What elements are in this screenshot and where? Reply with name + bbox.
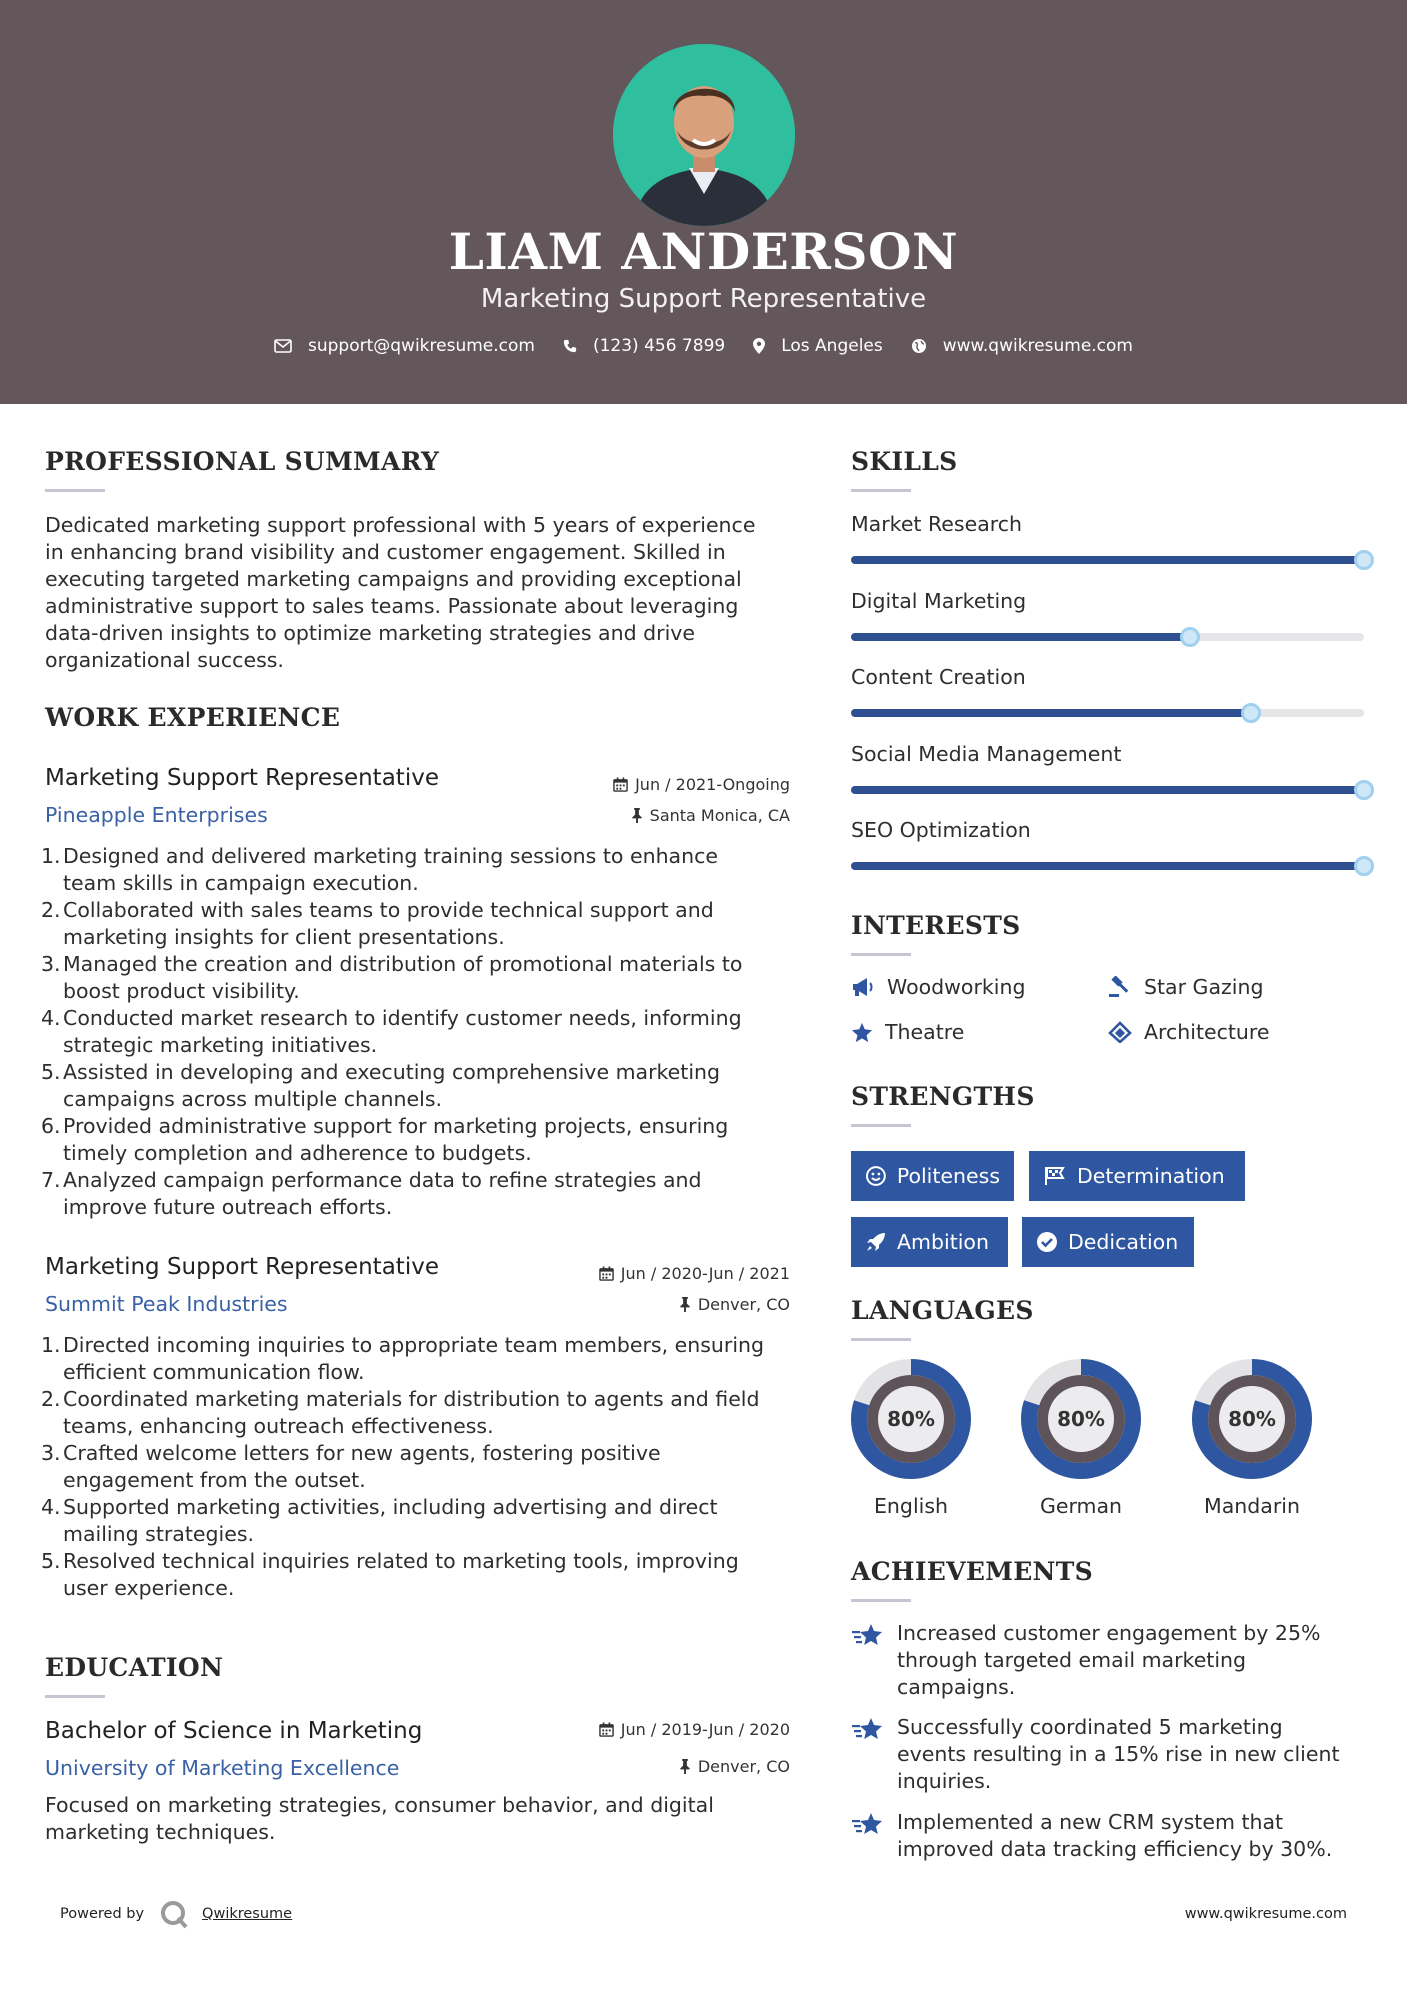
achievements-heading: ACHIEVEMENTS	[851, 1557, 1093, 1586]
language-label: English	[873, 1494, 949, 1518]
list-item	[41, 951, 795, 1005]
list-number: 2.	[41, 1387, 61, 1411]
list-item	[41, 1440, 805, 1494]
list-line: campaigns across multiple channels.	[63, 1087, 443, 1111]
list-line: marketing insights for client presentations.	[63, 925, 505, 949]
job-location	[560, 1295, 790, 1314]
calendar-icon	[599, 1722, 614, 1737]
achievement-item	[851, 1620, 1351, 1701]
star-badge-icon	[851, 1716, 885, 1744]
achievement-line: Successfully coordinated 5 marketing	[897, 1715, 1283, 1739]
list-line: Resolved technical inquiries related to marketing tools, improving	[63, 1549, 739, 1573]
strength-badge	[851, 1151, 1014, 1201]
list-line: Designed and delivered marketing training sessions to enhance	[63, 844, 718, 868]
list-line: teams, enhancing outreach effectiveness.	[63, 1414, 494, 1438]
list-number: 5.	[41, 1060, 61, 1084]
list-number: 3.	[41, 952, 61, 976]
list-number: 3.	[41, 1441, 61, 1465]
strengths-heading: STRENGTHS	[851, 1082, 1035, 1111]
list-item	[41, 1494, 805, 1548]
achievement-line: events resulting in a 15% rise in new client	[897, 1742, 1340, 1766]
education-divider	[45, 1695, 105, 1698]
list-number: 5.	[41, 1549, 61, 1573]
contact-website-text: www.qwikresume.com	[942, 336, 1133, 356]
ruler-pencil-icon	[1108, 1021, 1132, 1043]
list-line: Collaborated with sales teams to provide technical support and	[63, 898, 714, 922]
summary-heading: PROFESSIONAL SUMMARY	[45, 447, 440, 476]
qwikresume-link[interactable]: Qwikresume	[202, 1906, 293, 1922]
star-icon	[851, 1022, 873, 1043]
list-item	[41, 1059, 795, 1113]
job-title: Marketing Support Representative	[45, 765, 439, 791]
education-heading: EDUCATION	[45, 1653, 224, 1682]
summary-text	[45, 512, 785, 674]
strength-badge	[1029, 1151, 1245, 1201]
summary-line: executing targeted marketing campaigns and providing exceptional	[45, 567, 742, 591]
skill-label: SEO Optimization	[851, 818, 1031, 842]
achievement-line: through targeted email marketing	[897, 1648, 1247, 1672]
education-description	[45, 1792, 805, 1846]
interest-item	[1108, 975, 1263, 999]
contact-website[interactable]	[911, 336, 1133, 356]
education-location-text: Denver, CO	[697, 1757, 790, 1776]
list-item	[41, 1167, 795, 1221]
list-line: Crafted welcome letters for new agents, fostering positive	[63, 1441, 661, 1465]
list-number: 6.	[41, 1114, 61, 1138]
strength-label: Politeness	[896, 1164, 1000, 1188]
education-location	[560, 1757, 790, 1776]
strength-badge	[1022, 1217, 1194, 1267]
achievement-text	[897, 1809, 1332, 1863]
summary-line: Dedicated marketing support professional with 5 years of experience	[45, 513, 756, 537]
footer-website[interactable]: www.qwikresume.com	[1184, 1906, 1347, 1922]
education-date-text: Jun / 2019-Jun / 2020	[620, 1720, 790, 1739]
list-item	[41, 897, 795, 951]
flag-icon	[1043, 1166, 1067, 1186]
phone-icon	[563, 339, 577, 353]
list-number: 4.	[41, 1495, 61, 1519]
skill-bar-track	[851, 556, 1364, 564]
list-line: timely completion and adherence to budgets.	[63, 1141, 532, 1165]
skill-bar-fill	[851, 633, 1190, 641]
job-date-text: Jun / 2021-Ongoing	[635, 775, 790, 794]
thumbtack-icon	[679, 1297, 691, 1312]
list-number: 1.	[41, 1333, 61, 1357]
job-date	[560, 1264, 790, 1283]
list-line: Managed the creation and distribution of promotional materials to	[63, 952, 743, 976]
list-number: 1.	[41, 844, 61, 868]
list-line: strategic marketing initiatives.	[63, 1033, 378, 1057]
list-line: Assisted in developing and executing comprehensive marketing	[63, 1060, 721, 1084]
interest-item	[851, 975, 1025, 999]
list-number: 2.	[41, 898, 61, 922]
list-line: Supported marketing activities, including advertising and direct	[63, 1495, 718, 1519]
job-company: Pineapple Enterprises	[45, 803, 268, 827]
list-line: Conducted market research to identify customer needs, informing	[63, 1006, 742, 1030]
interest-label: Architecture	[1144, 1020, 1270, 1044]
skill-bar-fill	[851, 556, 1364, 564]
footer-branding	[60, 1898, 292, 1930]
achievement-line: Implemented a new CRM system that	[897, 1810, 1284, 1834]
skill-bar-fill	[851, 862, 1364, 870]
qwikresume-logo-icon	[158, 1898, 190, 1930]
map-pin-icon	[753, 338, 765, 354]
interests-heading: INTERESTS	[851, 911, 1021, 940]
list-item	[41, 843, 795, 897]
skill-bar-track	[851, 862, 1364, 870]
summary-line: in enhancing brand visibility and customer engagement. Skilled in	[45, 540, 726, 564]
calendar-icon	[599, 1266, 614, 1281]
job-title: Marketing Support Representative	[45, 1254, 439, 1280]
list-line: efficient communication flow.	[63, 1360, 365, 1384]
skill-bar-knob	[1180, 627, 1200, 647]
summary-line: organizational success.	[45, 648, 284, 672]
achievement-line: inquiries.	[897, 1769, 992, 1793]
list-line: Provided administrative support for marketing projects, ensuring	[63, 1114, 729, 1138]
skill-label: Digital Marketing	[851, 588, 1027, 613]
interest-item	[1108, 1020, 1270, 1044]
megaphone-icon	[851, 977, 875, 997]
contact-email[interactable]	[274, 336, 535, 356]
school-name: University of Marketing Excellence	[45, 1756, 400, 1780]
job-duties-list	[41, 843, 795, 1221]
interest-item	[851, 1020, 964, 1044]
globe-icon	[911, 338, 927, 354]
list-line: user experience.	[63, 1576, 235, 1600]
skill-label: Market Research	[851, 512, 1023, 536]
contact-phone-text: (123) 456 7899	[592, 336, 726, 356]
skill-bar-knob	[1241, 703, 1261, 723]
resume-header	[0, 0, 1407, 404]
language-label: German	[1039, 1494, 1123, 1518]
person-portrait-icon	[613, 44, 795, 226]
list-line: Coordinated marketing materials for distribution to agents and field	[63, 1387, 760, 1411]
achievement-item	[851, 1714, 1351, 1795]
languages-heading: LANGUAGES	[851, 1296, 1034, 1325]
languages-divider	[851, 1338, 911, 1341]
skill-bar-track	[851, 633, 1364, 641]
interest-label: Star Gazing	[1144, 975, 1264, 999]
job-location-text: Santa Monica, CA	[649, 806, 790, 825]
degree-title: Bachelor of Science in Marketing	[45, 1718, 423, 1744]
list-item	[41, 1332, 805, 1386]
language-ring	[1016, 1354, 1146, 1484]
calendar-icon	[613, 777, 628, 792]
list-line: team skills in campaign execution.	[63, 871, 419, 895]
check-circle-icon	[1036, 1231, 1058, 1253]
education-date	[560, 1720, 790, 1739]
strength-label: Ambition	[897, 1230, 989, 1254]
language-percent: 80%	[1057, 1407, 1105, 1431]
education-line: Focused on marketing strategies, consumer behavior, and digital	[45, 1793, 714, 1817]
summary-line: administrative support to sales teams. Passionate about leveraging	[45, 594, 739, 618]
skill-bar-track	[851, 709, 1364, 717]
strength-label: Determination	[1077, 1164, 1225, 1188]
skill-bar-fill	[851, 709, 1251, 717]
envelope-icon	[274, 339, 292, 353]
interest-label: Woodworking	[887, 975, 1026, 999]
thumbtack-icon	[631, 808, 643, 823]
language-label: Mandarin	[1204, 1494, 1300, 1518]
job-company: Summit Peak Industries	[45, 1292, 288, 1316]
list-line: engagement from the outset.	[63, 1468, 366, 1492]
list-number: 7.	[41, 1168, 61, 1192]
language-ring	[846, 1354, 976, 1484]
star-badge-icon	[851, 1622, 885, 1650]
strength-label: Dedication	[1068, 1230, 1179, 1254]
list-item	[41, 1548, 805, 1602]
contact-location-text: Los Angeles	[781, 336, 883, 356]
contact-phone[interactable]	[563, 336, 725, 356]
profile-photo	[613, 44, 795, 226]
contact-email-text: support@qwikresume.com	[308, 336, 535, 356]
skill-bar-fill	[851, 786, 1364, 794]
achievement-line: improved data tracking efficiency by 30%.	[897, 1837, 1333, 1861]
achievement-text	[897, 1714, 1340, 1795]
skill-bar-knob	[1354, 856, 1374, 876]
candidate-title: Marketing Support Representative	[480, 284, 927, 314]
list-item	[41, 1386, 805, 1440]
strengths-divider	[851, 1124, 911, 1127]
summary-divider	[45, 489, 105, 492]
interest-label: Theatre	[885, 1020, 965, 1044]
job-location	[560, 806, 790, 825]
work-heading: WORK EXPERIENCE	[45, 703, 341, 732]
job-duties-list	[41, 1332, 805, 1602]
strength-badge	[851, 1217, 1008, 1267]
list-line: boost product visibility.	[63, 979, 300, 1003]
candidate-name: LIAM ANDERSON	[448, 222, 959, 281]
rocket-icon	[865, 1231, 887, 1253]
job-date	[560, 775, 790, 794]
list-line: improve future outreach efforts.	[63, 1195, 393, 1219]
list-line: Analyzed campaign performance data to refine strategies and	[63, 1168, 702, 1192]
language-percent: 80%	[1228, 1407, 1276, 1431]
smile-icon	[865, 1165, 887, 1187]
education-line: marketing techniques.	[45, 1820, 276, 1844]
list-item	[41, 1005, 795, 1059]
list-item	[41, 1113, 795, 1167]
language-ring	[1187, 1354, 1317, 1484]
contact-location	[753, 336, 883, 356]
contact-bar	[0, 336, 1407, 356]
gavel-icon	[1108, 976, 1132, 998]
achievement-text	[897, 1620, 1321, 1701]
thumbtack-icon	[679, 1759, 691, 1774]
skill-bar-knob	[1354, 550, 1374, 570]
achievements-divider	[851, 1599, 911, 1602]
summary-line: data-driven insights to optimize marketing strategies and drive	[45, 621, 696, 645]
powered-by-label: Powered by	[60, 1906, 145, 1922]
skill-label: Content Creation	[851, 665, 1026, 689]
language-percent: 80%	[887, 1407, 935, 1431]
star-badge-icon	[851, 1811, 885, 1839]
achievement-item	[851, 1809, 1351, 1863]
job-location-text: Denver, CO	[697, 1295, 790, 1314]
skill-label: Social Media Management	[851, 741, 1122, 766]
skill-bar-knob	[1354, 780, 1374, 800]
skills-divider	[851, 489, 911, 492]
job-date-text: Jun / 2020-Jun / 2021	[620, 1264, 790, 1283]
interests-divider	[851, 953, 911, 956]
list-number: 4.	[41, 1006, 61, 1030]
skill-bar-track	[851, 786, 1364, 794]
skills-heading: SKILLS	[851, 447, 958, 476]
achievement-line: Increased customer engagement by 25%	[897, 1621, 1321, 1645]
list-line: mailing strategies.	[63, 1522, 255, 1546]
list-line: Directed incoming inquiries to appropriate team members, ensuring	[63, 1333, 765, 1357]
achievement-line: campaigns.	[897, 1675, 1016, 1699]
